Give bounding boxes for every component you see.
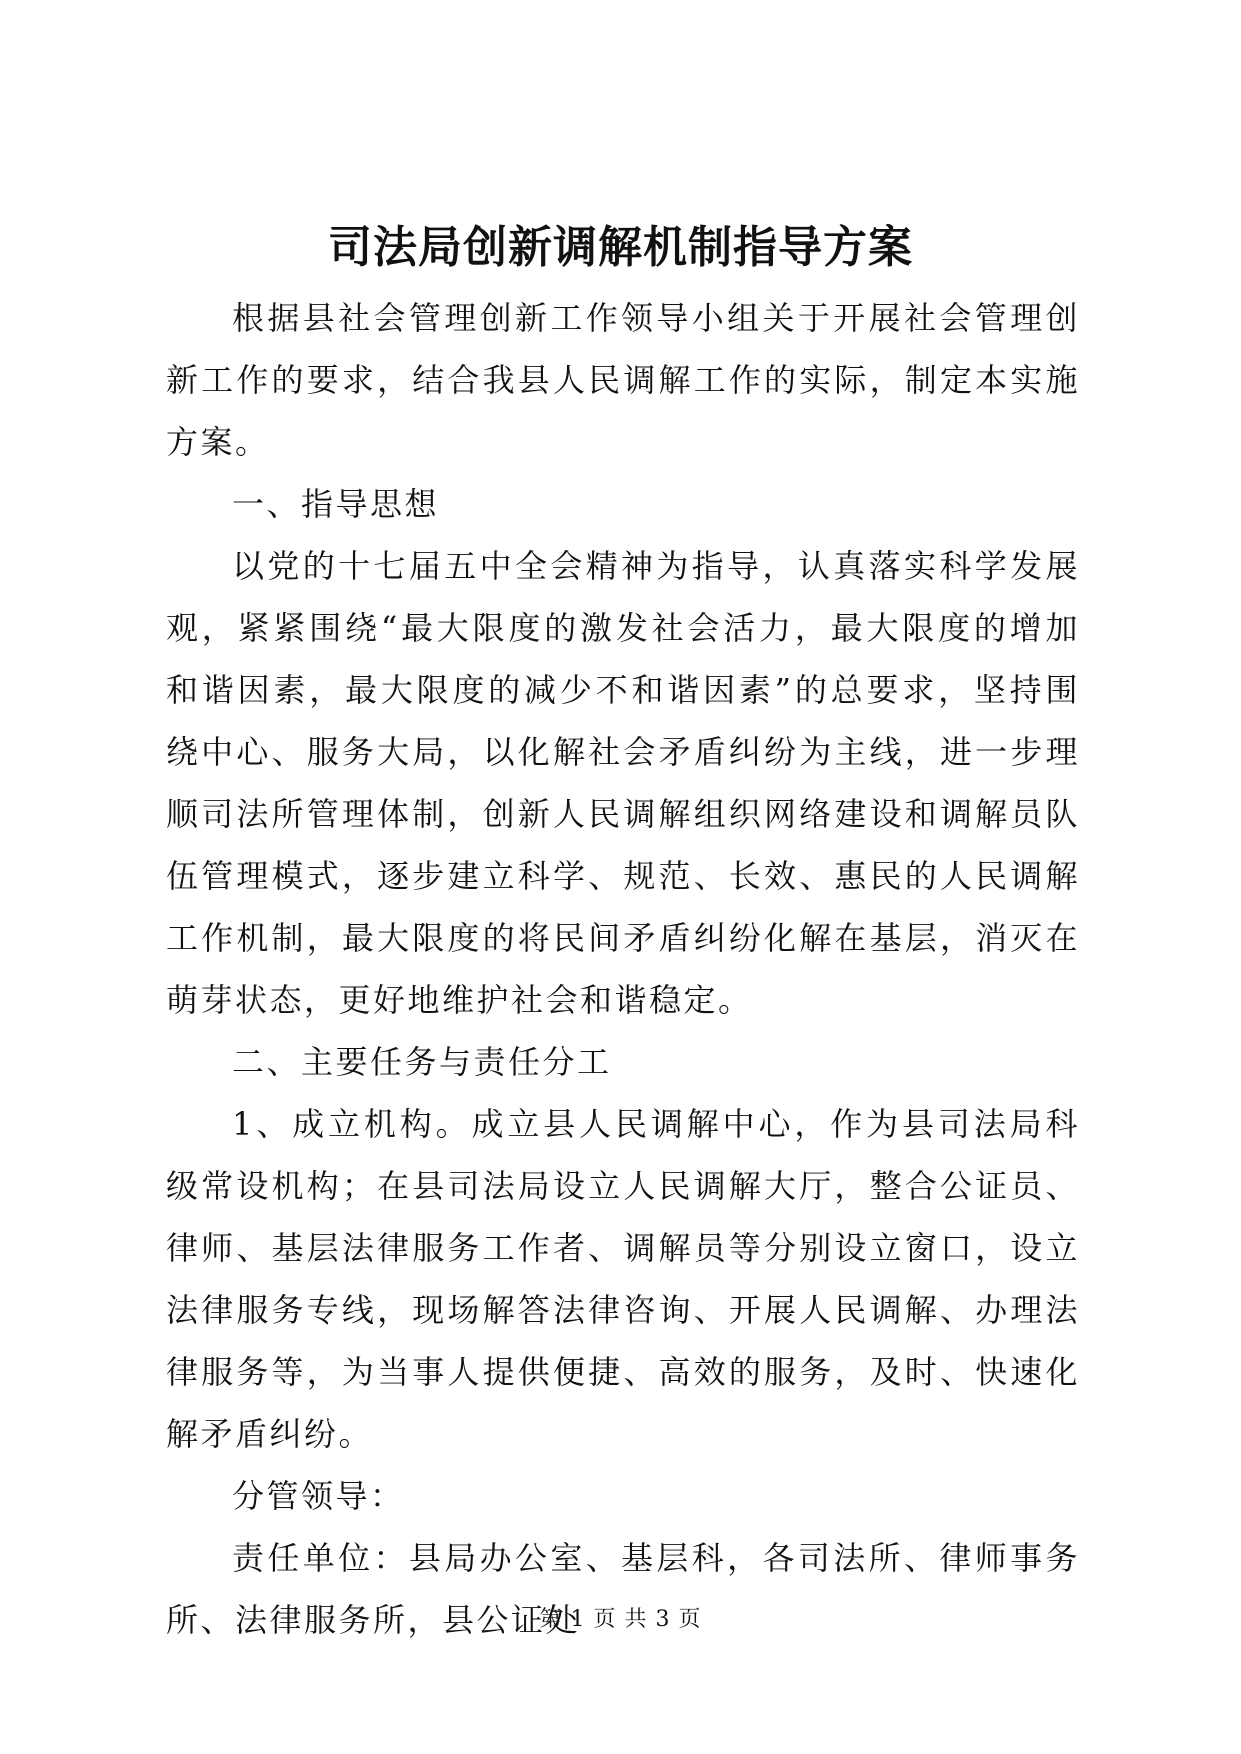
page-footer: 第 1 页 共 3 页 <box>539 1607 702 1632</box>
leader-line: 分管领导： <box>232 1477 405 1515</box>
section-heading-main-tasks: 二、主要任务与责任分工 <box>232 1043 612 1081</box>
guiding-ideology-paragraph: 以党的十七届五中全会精神为指导，认真落实科学发展观，紧紧围绕“最大限度的激发社会活力，最大限度的增加和谐因素，最大限度的减少不和谐因素”的总要求，坚持围绕中心、服务大局，以化解社会矛盾纠纷为主线，进一步理顺司法所管理体制，创新人民调解组织网络建设和调解员队伍管理模式，逐步建立科学、规范、长效、惠民的人民调解工作机制，最大限度的将民间矛盾纠纷化解在基层，消灭在萌芽状态，更好地维护社会和谐稳定。 <box>166 547 1080 1019</box>
document-body <box>166 287 1080 1651</box>
task-1-paragraph: 1、成立机构。成立县人民调解中心，作为县司法局科级常设机构；在县司法局设立人民调解大厅，整合公证员、律师、基层法律服务工作者、调解员等分别设立窗口，设立法律服务专线，现场解答法律咨询、开展人民调解、办理法律服务等，为当事人提供便捷、高效的服务，及时、快速化解矛盾纠纷。 <box>166 1105 1080 1453</box>
document-title: 司法局创新调解机制指导方案 <box>328 222 913 273</box>
section-heading-guiding-ideology: 一、指导思想 <box>232 485 440 523</box>
responsible-units-paragraph: 责任单位：县局办公室、基层科，各司法所、律师事务所、法律服务所，县公证处 <box>166 1539 1080 1639</box>
intro-paragraph: 根据县社会管理创新工作领导小组关于开展社会管理创新工作的要求，结合我县人民调解工作的实际，制定本实施方案。 <box>166 299 1080 461</box>
